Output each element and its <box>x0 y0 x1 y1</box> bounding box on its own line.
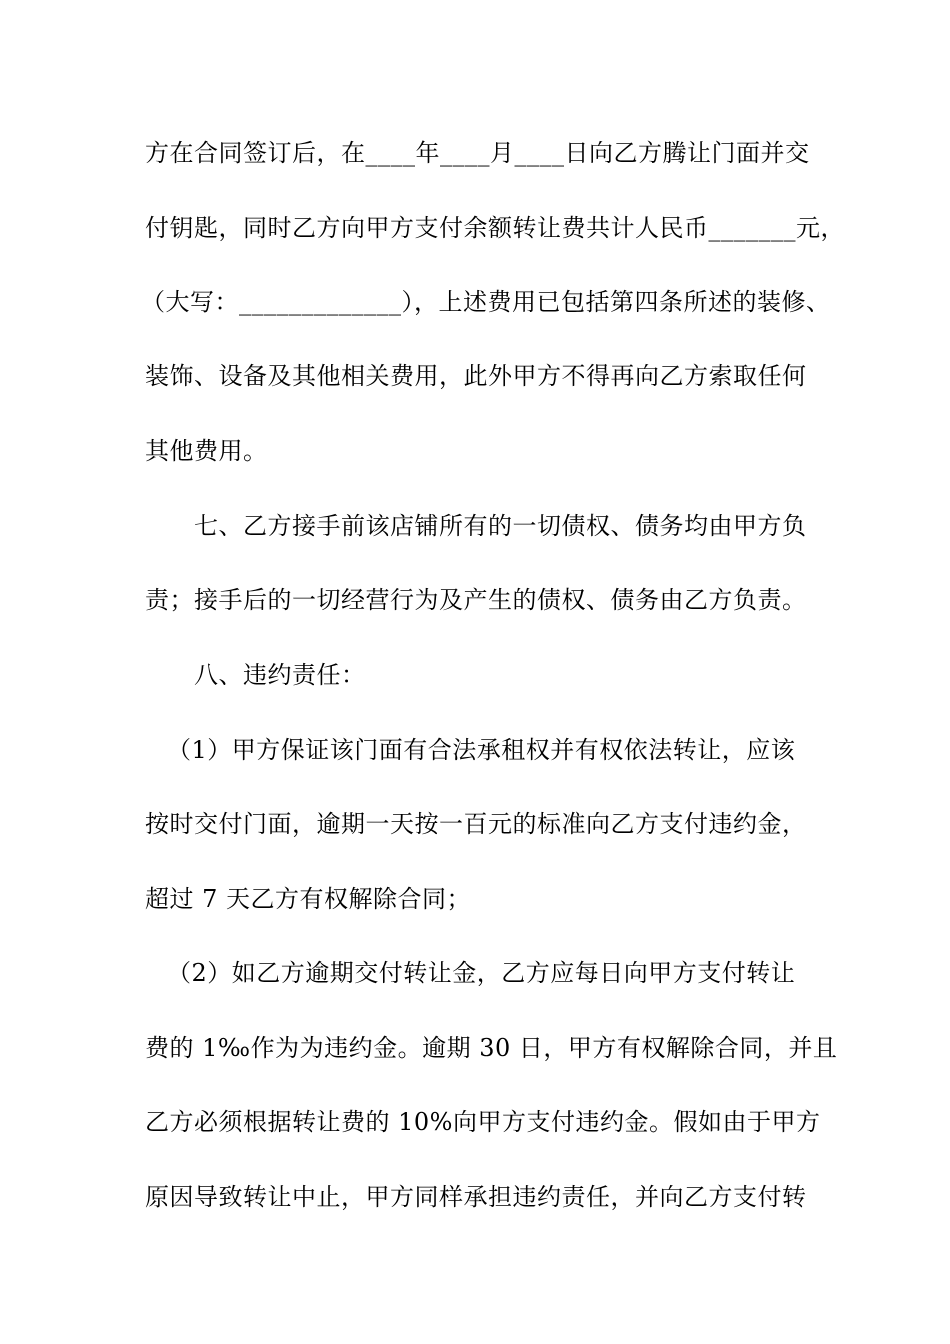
text-line: 超过 7 天乙方有权解除合同； <box>145 885 472 913</box>
text-line: 装饰、设备及其他相关费用，此外甲方不得再向乙方索取任何 <box>145 362 807 390</box>
text-line: 按时交付门面，逾期一天按一百元的标准向乙方支付违约金， <box>145 810 807 838</box>
text-line: 费的 1‰作为为违约金。逾期 30 日，甲方有权解除合同，并且 <box>145 1034 838 1062</box>
section-heading-eight: 八、违约责任： <box>194 661 366 689</box>
text-line: （大写：_____________），上述费用已包括第四条所述的装修、 <box>141 288 831 316</box>
text-line: 原因导致转让中止，甲方同样承担违约责任，并向乙方支付转 <box>145 1183 807 1211</box>
text-line: 乙方必须根据转让费的 10%向甲方支付违约金。假如由于甲方 <box>145 1108 821 1136</box>
clause-2: （2）如乙方逾期交付转让金，乙方应每日向甲方支付转让 <box>167 959 796 987</box>
text-line: 责；接手后的一切经营行为及产生的债权、债务由乙方负责。 <box>145 586 807 614</box>
text-line: 付钥匙，同时乙方向甲方支付余额转让费共计人民币_______元， <box>145 214 845 242</box>
text-line: 方在合同签订后，在____年____月____日向乙方腾让门面并交 <box>145 139 810 167</box>
text-line: 其他费用。 <box>145 437 268 465</box>
clause-1: （1）甲方保证该门面有合法承租权并有权依法转让，应该 <box>167 736 796 764</box>
section-heading-seven: 七、乙方接手前该店铺所有的一切债权、债务均由甲方负 <box>194 512 807 540</box>
